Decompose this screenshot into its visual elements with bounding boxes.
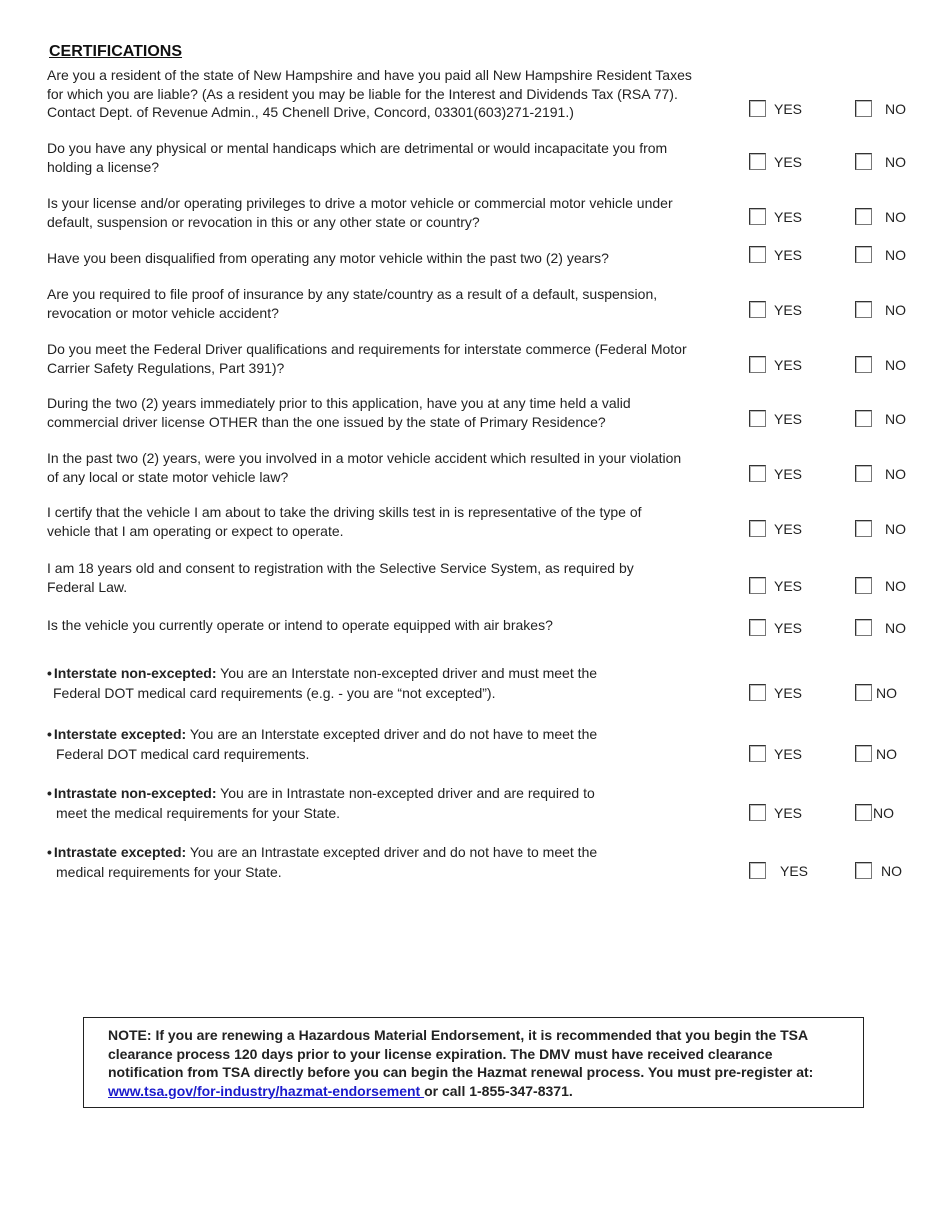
yes-checkbox[interactable] [749, 862, 766, 879]
question-line: revocation or motor vehicle accident? [47, 304, 279, 321]
bullet-dot: • [47, 844, 52, 860]
question-line: for which you are liable? (As a resident you may be liable for the Interest and Dividends Tax (RSA 77). [47, 85, 678, 102]
no-checkbox[interactable] [855, 153, 872, 170]
question-proof-of-insurance [47, 285, 727, 322]
question-line: Do you have any physical or mental handicaps which are detrimental or would incapacitate you from [47, 140, 668, 156]
tsa-hazmat-link[interactable]: www.tsa.gov/for-industry/hazmat-endorsement [108, 1082, 425, 1099]
bullet-line2: Federal DOT medical card requirements. [56, 746, 310, 762]
no-label: NO [885, 619, 906, 636]
question-line: Are you required to file proof of insurance by any state/country as a result of a default, suspension, [47, 286, 658, 302]
question-line: Have you been disqualified from operating any motor vehicle within the past two (2) years? [47, 250, 609, 266]
yes-option-interstate-excepted[interactable] [749, 745, 802, 762]
no-checkbox[interactable] [855, 745, 872, 762]
hazmat-note-box [83, 1017, 864, 1108]
no-option-intrastate-non-excepted[interactable] [855, 804, 894, 821]
yes-checkbox[interactable] [749, 804, 766, 821]
yes-label: YES [774, 619, 803, 636]
certifications-heading: CERTIFICATIONS [49, 43, 183, 60]
yes-checkbox[interactable] [749, 520, 766, 537]
yes-checkbox[interactable] [749, 301, 766, 318]
yes-label: YES [774, 356, 803, 373]
question-line: In the past two (2) years, were you involved in a motor vehicle accident which resulted in your violation [47, 450, 682, 466]
yes-checkbox[interactable] [749, 745, 766, 762]
no-option-q3[interactable] [855, 208, 906, 225]
note-text: NOTE: If you are renewing a Hazardous Material Endorsement, it is recommended that you begin the TSA clearance process 120 days prior to your license expiration. The DMV must have received clearance notification from TSA directly before you can begin the Hazmat renewal process. You must pre-register at: [108, 1027, 814, 1080]
yes-label: YES [774, 246, 803, 263]
yes-checkbox[interactable] [749, 684, 766, 701]
no-label: NO [885, 520, 906, 537]
no-label: NO [876, 745, 897, 762]
question-selective-service [47, 559, 727, 596]
no-option-q1[interactable] [855, 100, 906, 117]
no-option-q2[interactable] [855, 153, 906, 170]
yes-option-intrastate-excepted[interactable] [749, 862, 808, 879]
yes-label: YES [780, 862, 809, 879]
yes-checkbox[interactable] [749, 619, 766, 636]
question-line: Carrier Safety Regulations, Part 391)? [47, 359, 285, 376]
yes-label: YES [774, 465, 803, 482]
no-checkbox[interactable] [855, 577, 872, 594]
bullet-text: You are an Interstate non-excepted driver and must meet the [216, 665, 598, 681]
bullet-interstate-non-excepted [47, 663, 727, 703]
no-checkbox[interactable] [855, 862, 872, 879]
yes-label: YES [774, 301, 803, 318]
bullet-term: Intrastate non-excepted: [53, 785, 217, 801]
question-line: I am 18 years old and consent to registration with the Selective Service System, as required by [47, 560, 634, 576]
yes-label: YES [774, 208, 803, 225]
no-option-interstate-non-excepted[interactable] [855, 684, 897, 701]
yes-checkbox[interactable] [749, 208, 766, 225]
yes-checkbox[interactable] [749, 246, 766, 263]
bullet-line2: medical requirements for your State. [56, 864, 282, 880]
bullet-interstate-excepted [47, 724, 727, 764]
bullet-intrastate-excepted [47, 842, 727, 882]
yes-label: YES [774, 410, 803, 427]
question-nh-resident-taxes [47, 66, 727, 122]
yes-checkbox[interactable] [749, 153, 766, 170]
no-option-q5[interactable] [855, 301, 906, 318]
question-other-cdl [47, 394, 727, 431]
question-line: Do you meet the Federal Driver qualifications and requirements for interstate commerce (Federal Motor [47, 341, 687, 357]
no-option-interstate-excepted[interactable] [855, 745, 897, 762]
no-label: NO [885, 465, 906, 482]
yes-option-q2[interactable] [749, 153, 802, 170]
yes-checkbox[interactable] [749, 410, 766, 427]
bullet-line2: meet the medical requirements for your State. [56, 805, 341, 821]
question-federal-driver-qualifications [47, 340, 727, 377]
no-label: NO [885, 208, 906, 225]
question-line: Contact Dept. of Revenue Admin., 45 Chenell Drive, Concord, 03301(603)271-2191.) [47, 104, 574, 120]
question-line: Is the vehicle you currently operate or intend to operate equipped with air brakes? [47, 617, 553, 633]
bullet-dot: • [47, 785, 52, 801]
no-label: NO [885, 410, 906, 427]
question-line: holding a license? [47, 158, 160, 175]
no-option-q10[interactable] [855, 577, 906, 594]
question-air-brakes [47, 616, 727, 635]
no-checkbox[interactable] [855, 208, 872, 225]
question-line: I certify that the vehicle I am about to take the driving skills test in is representative of the type of [47, 504, 642, 520]
question-handicaps [47, 139, 727, 176]
no-option-q8[interactable] [855, 465, 906, 482]
no-option-intrastate-excepted[interactable] [855, 862, 902, 879]
no-label: NO [885, 246, 906, 263]
question-vehicle-representative [47, 503, 727, 540]
yes-option-q3[interactable] [749, 208, 802, 225]
yes-option-q4[interactable] [749, 246, 802, 263]
bullet-term: Intrastate excepted: [53, 844, 187, 860]
no-option-q4[interactable] [855, 246, 906, 263]
no-checkbox[interactable] [855, 520, 872, 537]
bullet-dot: • [47, 726, 52, 742]
yes-checkbox[interactable] [749, 577, 766, 594]
yes-option-q11[interactable] [749, 619, 802, 636]
bullet-text: You are an Intrastate excepted driver and do not have to meet the [186, 844, 598, 860]
yes-option-q8[interactable] [749, 465, 802, 482]
yes-option-q9[interactable] [749, 520, 802, 537]
question-accident-violation [47, 449, 727, 486]
bullet-line2: Federal DOT medical card requirements (e.g. - you are “not excepted”). [53, 685, 496, 701]
question-line: Are you a resident of the state of New Hampshire and have you paid all New Hampshire Resident Taxes [47, 67, 692, 83]
no-checkbox[interactable] [855, 301, 872, 318]
yes-option-q10[interactable] [749, 577, 802, 594]
yes-checkbox[interactable] [749, 465, 766, 482]
question-line: During the two (2) years immediately prior to this application, have you at any time held a valid [47, 395, 631, 411]
no-checkbox[interactable] [855, 410, 872, 427]
yes-checkbox[interactable] [749, 356, 766, 373]
bullet-text: You are an Interstate excepted driver and do not have to meet the [186, 726, 598, 742]
no-checkbox[interactable] [855, 246, 872, 263]
question-line: commercial driver license OTHER than the one issued by the state of Primary Residence? [47, 413, 606, 430]
note-phone-text: or call 1-855-347-8371. [424, 1082, 573, 1099]
no-label: NO [881, 862, 902, 879]
question-license-suspension [47, 194, 727, 231]
no-checkbox[interactable] [855, 684, 872, 701]
question-line: default, suspension or revocation in this or any other state or country? [47, 213, 480, 230]
yes-option-q1[interactable] [749, 100, 802, 117]
no-checkbox[interactable] [855, 804, 872, 821]
bullet-term: Interstate non-excepted: [53, 665, 217, 681]
yes-option-q6[interactable] [749, 356, 802, 373]
no-checkbox[interactable] [855, 619, 872, 636]
question-line: of any local or state motor vehicle law? [47, 468, 289, 485]
no-option-q9[interactable] [855, 520, 906, 537]
no-label: NO [885, 153, 906, 170]
question-line: Is your license and/or operating privileges to drive a motor vehicle or commercial motor vehicle under [47, 195, 673, 211]
no-checkbox[interactable] [855, 356, 872, 373]
yes-option-interstate-non-excepted[interactable] [749, 684, 802, 701]
yes-label: YES [774, 100, 803, 117]
no-label: NO [876, 684, 897, 701]
no-checkbox[interactable] [855, 100, 872, 117]
no-label: NO [885, 100, 906, 117]
no-checkbox[interactable] [855, 465, 872, 482]
yes-label: YES [774, 684, 803, 701]
yes-label: YES [774, 745, 803, 762]
no-label: NO [873, 804, 894, 821]
bullet-dot: • [47, 665, 52, 681]
yes-label: YES [774, 804, 803, 821]
yes-label: YES [774, 577, 803, 594]
no-option-q7[interactable] [855, 410, 906, 427]
no-option-q6[interactable] [855, 356, 906, 373]
bullet-intrastate-non-excepted [47, 783, 727, 823]
yes-option-q5[interactable] [749, 301, 802, 318]
yes-label: YES [774, 520, 803, 537]
no-label: NO [885, 577, 906, 594]
yes-option-q7[interactable] [749, 410, 802, 427]
question-line: vehicle that I am operating or expect to operate. [47, 522, 344, 539]
bullet-term: Interstate excepted: [53, 726, 187, 742]
yes-checkbox[interactable] [749, 100, 766, 117]
no-label: NO [885, 356, 906, 373]
question-disqualified [47, 249, 727, 268]
bullet-text: You are in Intrastate non-excepted driver and are required to [216, 785, 595, 801]
no-option-q11[interactable] [855, 619, 906, 636]
no-label: NO [885, 301, 906, 318]
yes-label: YES [774, 153, 803, 170]
yes-option-intrastate-non-excepted[interactable] [749, 804, 802, 821]
question-line: Federal Law. [47, 578, 128, 595]
